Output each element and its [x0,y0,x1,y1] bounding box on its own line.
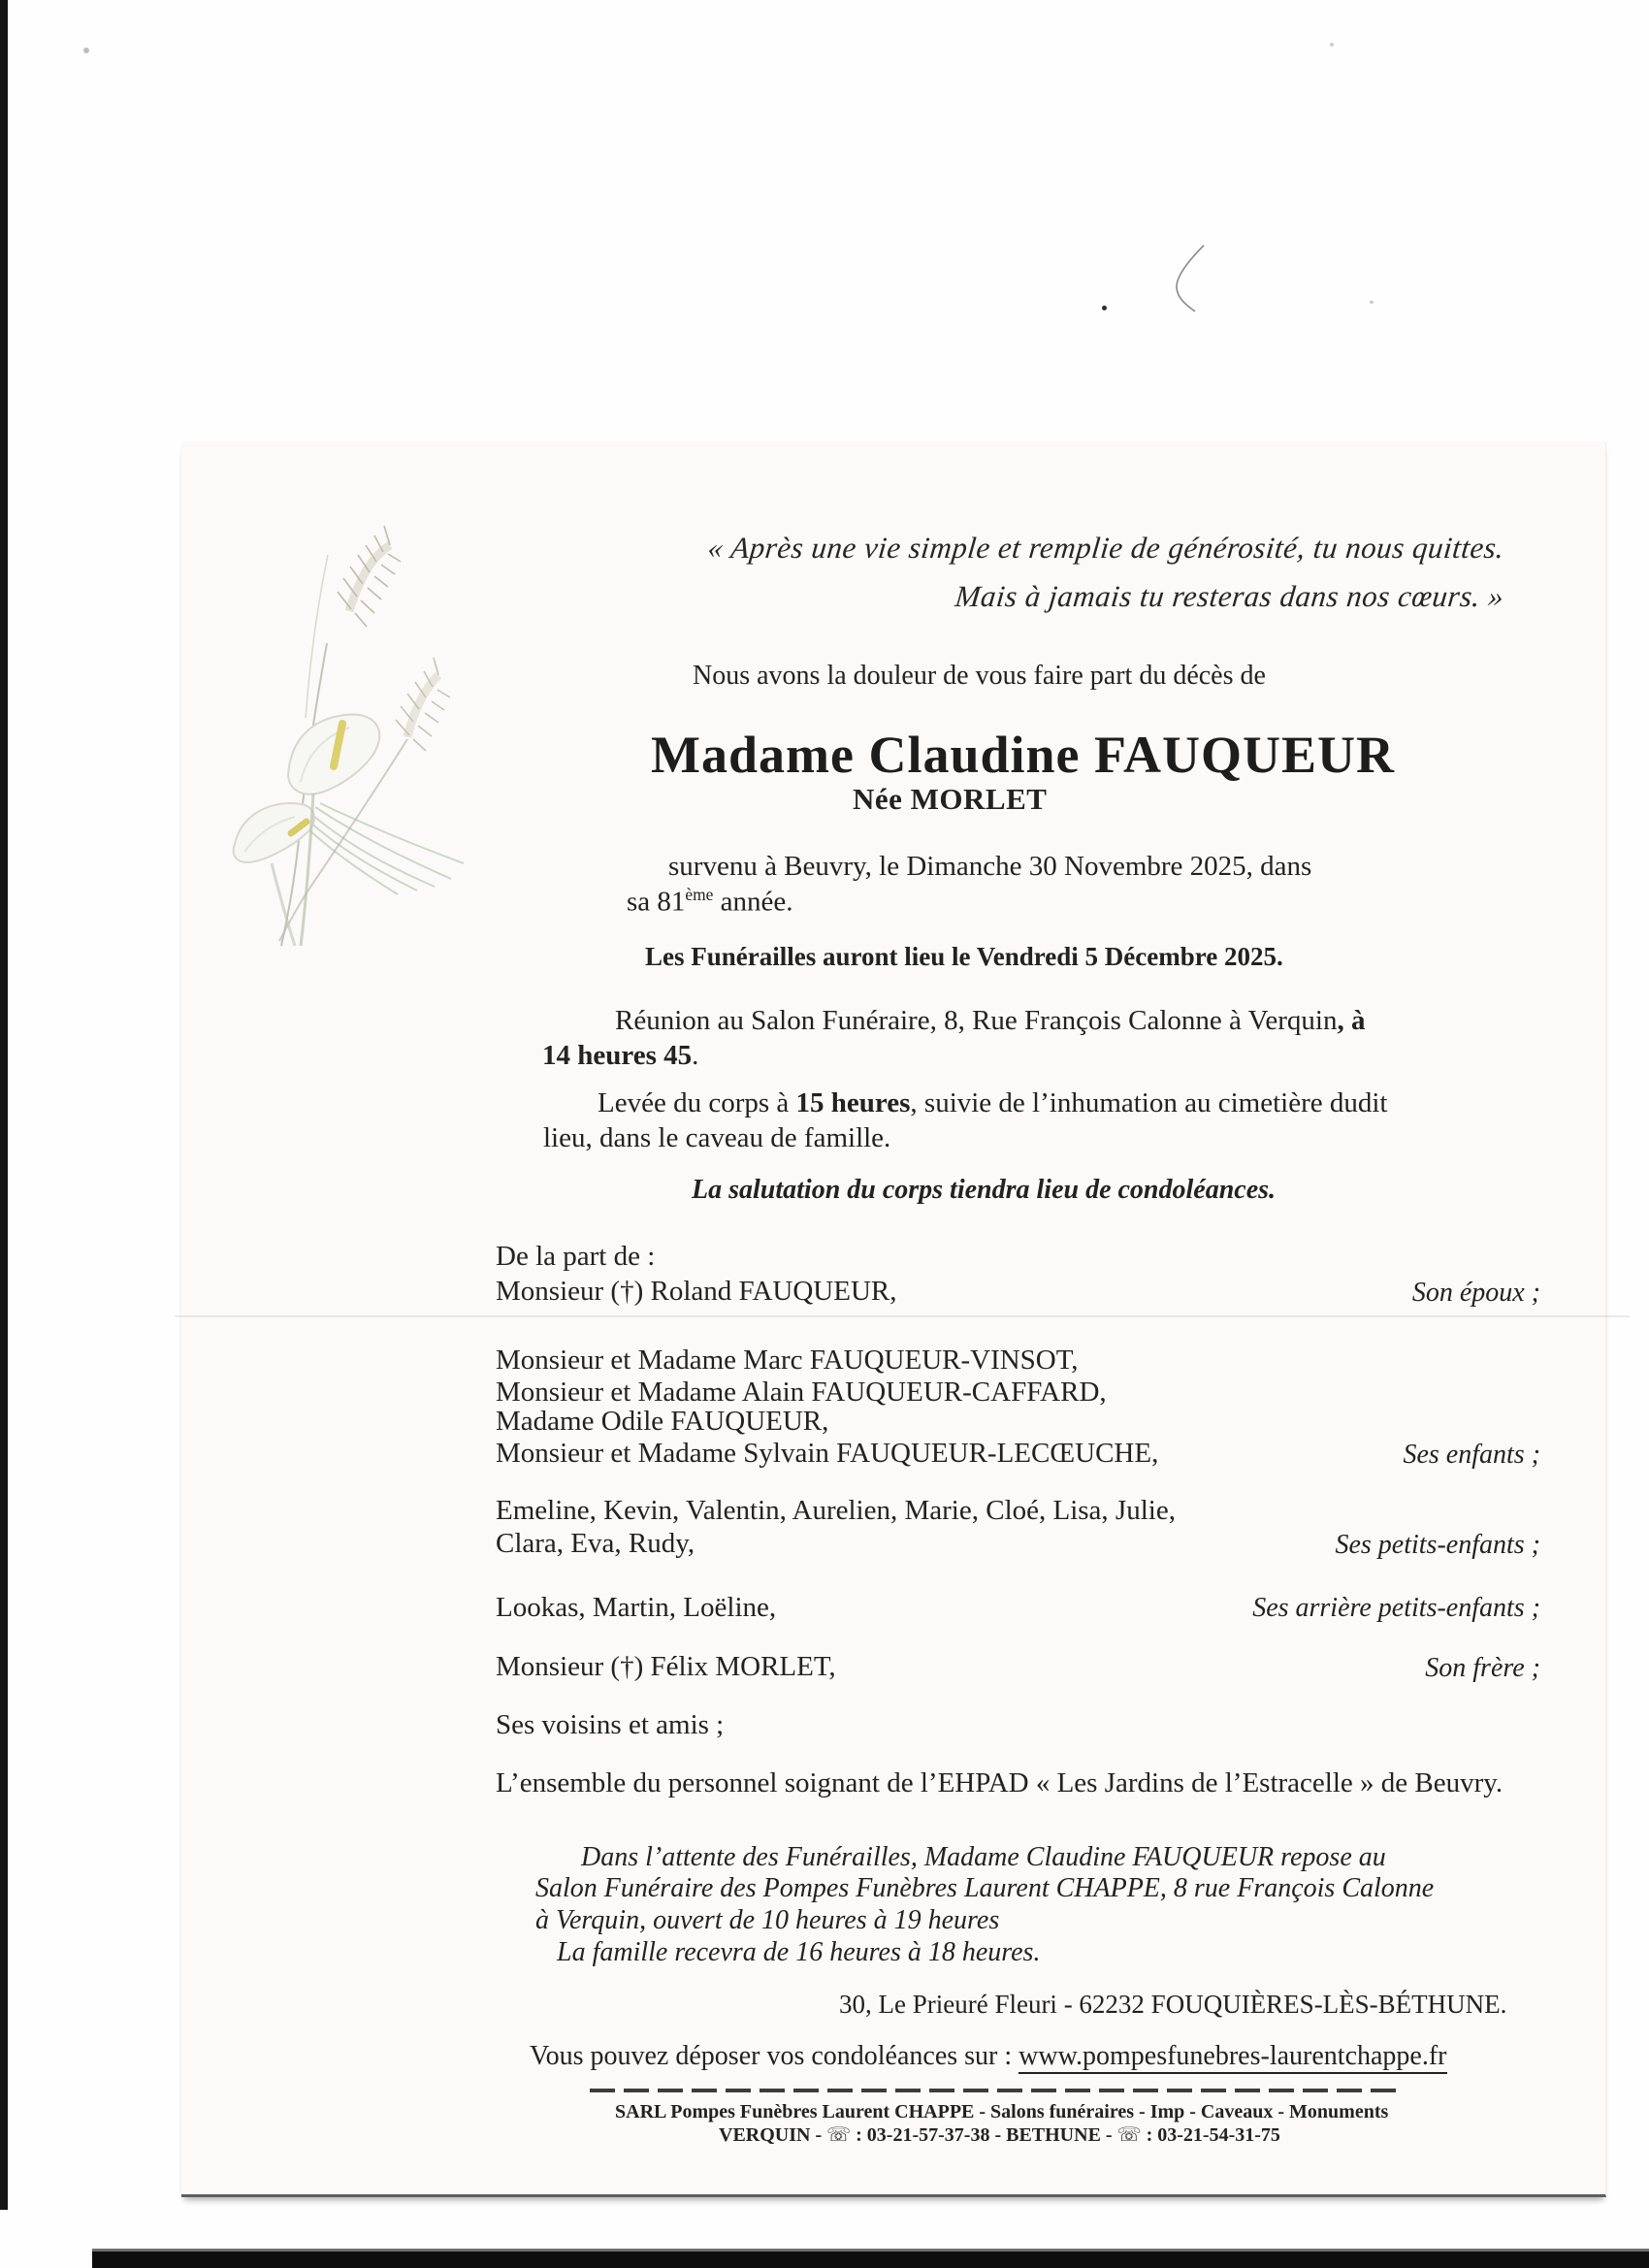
dust-speck [1370,301,1374,304]
family-row-name: Monsieur et Madame Alain FAUQUEUR-CAFFARD, [496,1377,1107,1408]
scanner-edge-left [0,0,8,2210]
footer-company-line: SARL Pompes Funèbres Laurent CHAPPE - Salons funéraires - Imp - Caveaux - Monuments [615,2101,1389,2122]
reunion-time-period: . [692,1040,699,1071]
funeral-home-address: 30, Le Prieuré Fleuri - 62232 FOUQUIÈRES-LÈS-BÉTHUNE. [839,1990,1507,2019]
dust-speck [1102,306,1107,310]
reunion-text: Réunion au Salon Funéraire, 8, Rue François Calonne à Verquin [615,1005,1338,1036]
condolences-url: www.pompesfunebres-laurentchappe.fr [1018,2041,1446,2074]
death-details-line2 [627,885,793,919]
family-row-name: Ses voisins et amis ; [496,1709,725,1740]
levee-line2: lieu, dans le caveau de famille. [543,1122,891,1153]
age-text: sa 81 [627,886,686,918]
footer-phones-line [719,2123,1280,2147]
salutation-line: La salutation du corps tiendra lieu de condoléances. [692,1175,1277,1205]
family-row-name: Lookas, Martin, Loëline, [496,1592,777,1623]
memorial-quote-line2: Mais à jamais tu resteras dans nos cœurs. » [954,579,1506,613]
resting-line3: à Verquin, ouvert de 10 heures à 19 heures [535,1905,1000,1935]
reunion-line2 [542,1040,698,1072]
footer-divider [590,2089,1398,2092]
stray-pen-mark [1167,238,1217,317]
family-row-name: Madame Odile FAUQUEUR, [496,1406,829,1437]
dust-speck [1330,43,1334,47]
telephone-icon: ☏ [826,2122,852,2146]
family-row-name: Emeline, Kevin, Valentin, Aurelien, Marie, Cloé, Lisa, Julie, [496,1495,1176,1526]
telephone-icon: ☏ [1116,2122,1142,2146]
resting-line1: Dans l’attente des Funérailles, Madame Claudine FAUQUEUR repose au [581,1842,1386,1872]
family-row-name: L’ensemble du personnel soignant de l’EHPAD « Les Jardins de l’Estracelle » de Beuvry. [496,1767,1504,1798]
footer-city-verquin: VERQUIN - [719,2124,827,2146]
family-row-name: Monsieur et Madame Sylvain FAUQUEUR-LECŒUCHE, [496,1438,1159,1469]
family-row-name: Monsieur (†) Roland FAUQUEUR, [496,1276,897,1307]
family-row-name: Clara, Eva, Rudy, [496,1528,695,1559]
footer-phone-verquin: : 03-21-57-37-38 - BETHUNE - [851,2124,1117,2146]
reunion-line1 [615,1005,1365,1037]
age-text-end: année. [713,886,793,918]
dust-speck [83,48,89,53]
footer-phone-bethune: : 03-21-54-31-75 [1141,2124,1280,2146]
death-details-line1: survenu à Beuvry, le Dimanche 30 Novembre 2025, dans [668,851,1312,882]
family-row-relation: Ses petits-enfants ; [1335,1530,1540,1560]
maiden-name: Née MORLET [853,782,1048,816]
condolences-text: Vous pouvez déposer vos condoléances sur : [530,2041,1019,2071]
family-row-relation: Son frère ; [1425,1653,1540,1683]
reunion-time-intro: , à [1337,1005,1366,1036]
age-ordinal-suffix: ème [685,885,714,904]
family-row-relation: Son époux ; [1411,1278,1540,1308]
family-row-relation: Ses arrière petits-enfants ; [1252,1593,1540,1623]
funeral-date-line: Les Funérailles auront lieu le Vendredi 5 Décembre 2025. [645,942,1283,971]
family-heading: De la part de : [496,1241,656,1272]
condolences-line [530,2041,1447,2072]
reunion-time: 14 heures 45 [542,1040,693,1071]
resting-line2: Salon Funéraire des Pompes Funèbres Laurent CHAPPE, 8 rue François Calonne [535,1873,1435,1903]
family-row-name: Monsieur et Madame Marc FAUQUEUR-VINSOT, [496,1345,1079,1376]
family-row-relation: Ses enfants ; [1403,1440,1540,1470]
levee-line1 [598,1087,1387,1119]
resting-line4: La famille recevra de 16 heures à 18 heures. [557,1937,1041,1967]
deceased-name: Madame Claudine FAUQUEUR [651,726,1396,784]
memorial-quote-line1: « Après une vie simple et remplie de générosité, tu nous quittes. [706,531,1506,565]
scanner-edge-bottom [92,2249,1649,2268]
levee-text: Levée du corps à [598,1087,796,1118]
announcement-intro: Nous avons la douleur de vous faire part du décès de [693,661,1266,691]
scan-seam-line [175,1315,1630,1317]
family-row-name: Monsieur (†) Félix MORLET, [496,1651,836,1682]
levee-time: 15 heures [795,1087,911,1118]
calla-lily-illustration [213,456,601,999]
levee-text-end: , suivie de l’inhumation au cimetière dudit [910,1087,1388,1118]
